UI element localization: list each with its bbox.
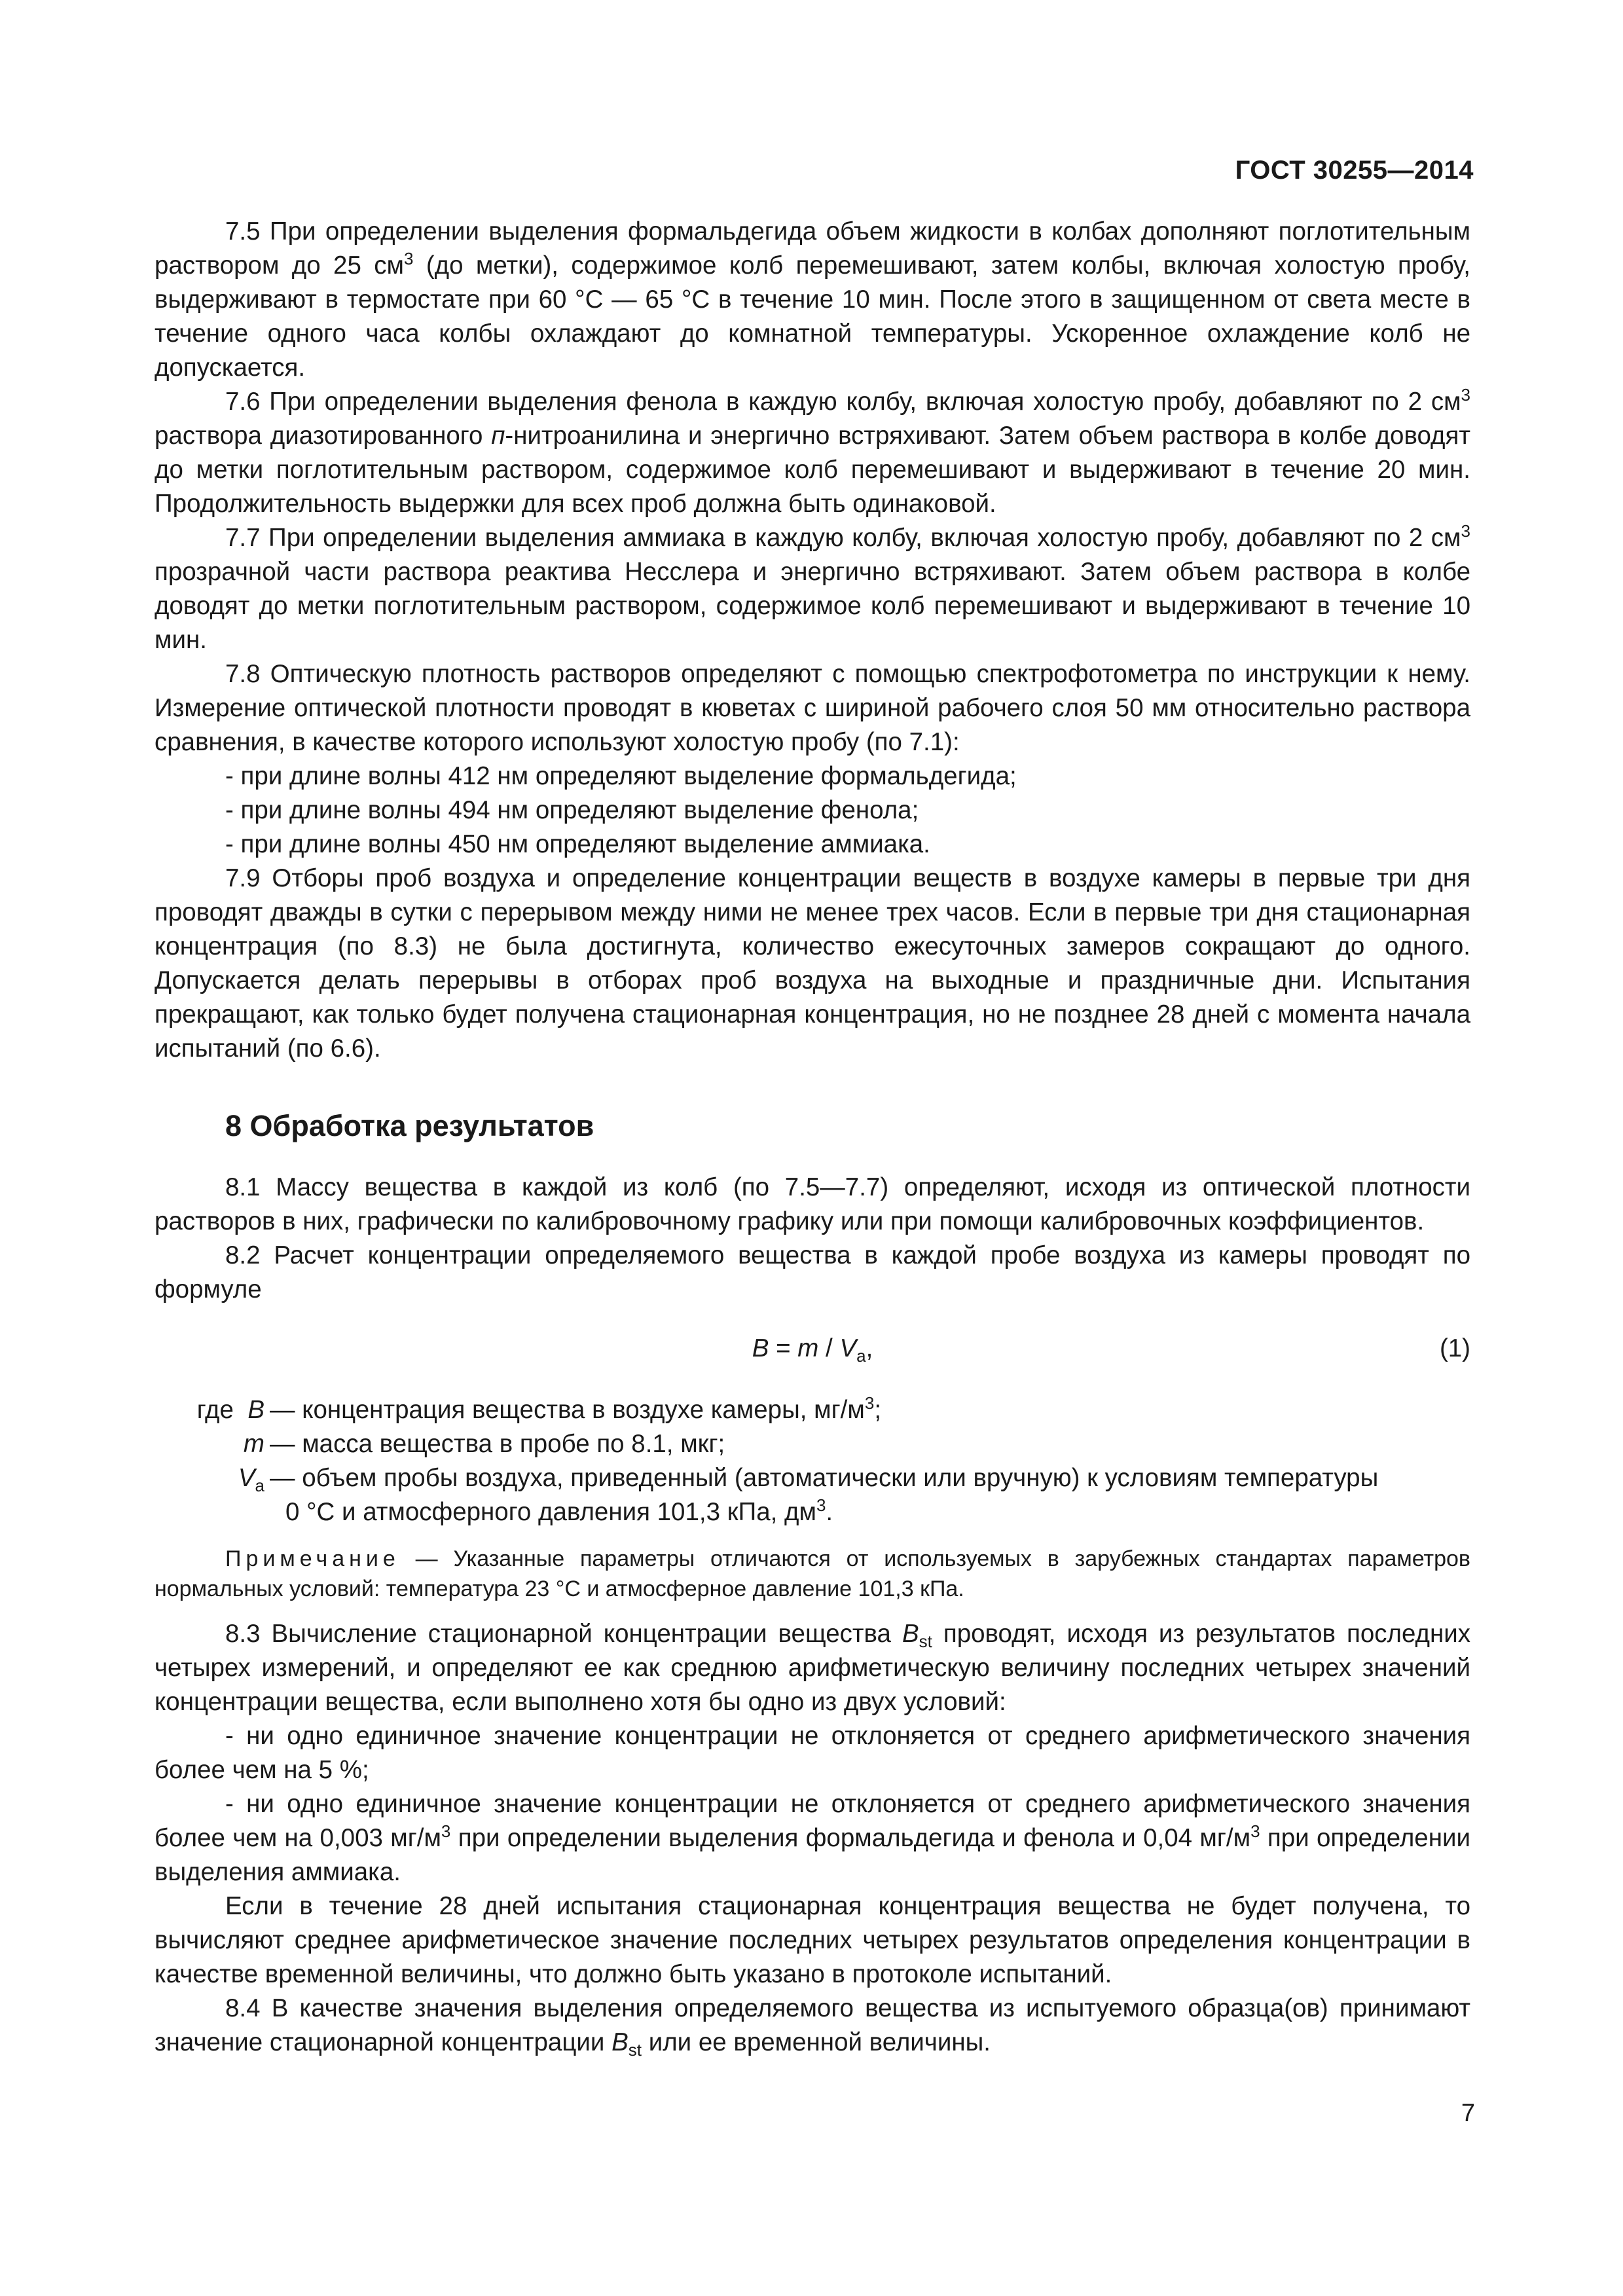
legend-row-b: где B — концентрация вещества в воздухе камеры, $мг/м^3$;: [196, 1393, 882, 1424]
section-heading: 8 Обработка результатов: [225, 1109, 594, 1142]
paragraph-7-6: 7.6 При определении выделения фенола в каждую колбу, включая холостую пробу, добавляют по 2 $см^3$ раствора диазотированного п-нитроанилина и энергично встряхивают. Затем объем раствора в колбе доводят до метки поглотительным раствором, содержимое колб перемешивают и выдерживают в течение 20 мин. Продолжительность выдержки для всех проб должна быть одинаковой.: [155, 385, 1471, 518]
list-item: - ни одно единичное значение концентрации не отклоняется от среднего арифметического значения более чем на 5 %;: [155, 1722, 1470, 1784]
note: Примечание — Указанные параметры отличаются от используемых в зарубежных стандартах параметров нормальных условий: температура 23 °С и атмосферное давление 101,3 кПа.: [155, 1546, 1470, 1601]
paragraph-8-3-extra: Если в течение 28 дней испытания стационарная концентрация вещества не будет получена, то вычисляют среднее арифметическое значение последних четырех результатов определения концентрации в качестве временной величины, что должно быть указано в протоколе испытаний.: [155, 1892, 1470, 1988]
list-item: - при длине волны 494 нм определяют выделение фенола;: [225, 796, 919, 824]
formula-1: [155, 1315, 1470, 1383]
paragraph-8-1: 8.1 Массу вещества в каждой из колб (по 7.5—7.7) определяют, исходя из оптической плотности растворов в них, графически по калибровочному графику или при помощи калибровочных коэффициентов.: [155, 1173, 1470, 1235]
page-content: [155, 215, 1470, 2060]
paragraph-7-8: 7.8 Оптическую плотность растворов определяют с помощью спектрофотометра по инструкции к нему. Измерение оптической плотности проводят в кюветах с шириной рабочего слоя 50 мм относительно раствора сравнения, в качестве которого используют холостую пробу (по 7.1):: [155, 660, 1470, 756]
document-code: ГОСТ 30255—2014: [1235, 156, 1474, 185]
list-item: - при длине волны 412 нм определяют выделение формальдегида;: [225, 762, 1017, 790]
formula-expression: $B = m / V_а$,: [752, 1334, 873, 1366]
paragraph-8-2: 8.2 Расчет концентрации определяемого вещества в каждой пробе воздуха из камеры проводят по формуле: [155, 1241, 1470, 1303]
paragraph-8-4: 8.4 В качестве значения выделения определяемого вещества из испытуемого образца(ов) принимают значение стационарной концентрации $B_{st}$ или ее временной величины.: [155, 1994, 1470, 2060]
page-number: 7: [1461, 2100, 1475, 2127]
paragraph-8-3: 8.3 Вычисление стационарной концентрации вещества $B_{st}$ проводят, исходя из результатов последних четырех измерений, и определяют ее как среднюю арифметическую величину последних четырех значений концентрации вещества, если выполнено хотя бы одно из двух условий:: [155, 1620, 1470, 1716]
paragraph-7-5: 7.5 При определении выделения формальдегида объем жидкости в колбах дополняют поглотительным раствором до 25 $см^3$ (до метки), содержимое колб перемешивают, затем колбы, включая холостую пробу, выдерживают в термостате при 60 °С — 65 °С в течение 10 мин. После этого в защищенном от света месте в течение одного часа колбы охлаждают до комнатной температуры. Ускоренное охлаждение колб не допускается.: [155, 217, 1470, 382]
list-item: - ни одно единичное значение концентрации не отклоняется от среднего арифметического значения более чем на 0,003 $мг/м^3$ при определении выделения формальдегида и фенола и 0,04 $мг/м^3$ при определении выделения аммиака.: [155, 1790, 1470, 1886]
list-item: - при длине волны 450 нм определяют выделение аммиака.: [225, 830, 930, 858]
legend-row-m: m — масса вещества в пробе по 8.1, мкг;: [243, 1430, 725, 1458]
paragraph-7-7: 7.7 При определении выделения аммиака в каждую колбу, включая холостую пробу, добавляют по 2 $см^3$ прозрачной части раствора реактива Несслера и энергично встряхивают. Затем объем раствора в колбе доводят до метки поглотительным раствором, содержимое колб перемешивают и выдерживают в течение 10 мин.: [155, 521, 1470, 654]
legend-row-v: $V_а$ — объем пробы воздуха, приведенный (автоматически или вручную) к условиям температуры 0 °С и атмосферного давления 101,3 кПа, $дм^3$.: [238, 1464, 1379, 1526]
formula-legend: [155, 1393, 1470, 1529]
paragraph-7-9: 7.9 Отборы проб воздуха и определение концентрации веществ в воздухе камеры в первые три дня проводят дважды в сутки с перерывом между ними не менее трех часов. Если в первые три дня стационарная концентрация (по 8.3) не была достигнута, количество ежесуточных замеров сокращают до одного. Допускается делать перерывы в отборах проб воздуха на выходные и праздничные дни. Испытания прекращают, как только будет получена стационарная концентрация, но не позднее 28 дней с момента начала испытаний (по 6.6).: [155, 864, 1470, 1063]
formula-number: (1): [1439, 1334, 1470, 1362]
